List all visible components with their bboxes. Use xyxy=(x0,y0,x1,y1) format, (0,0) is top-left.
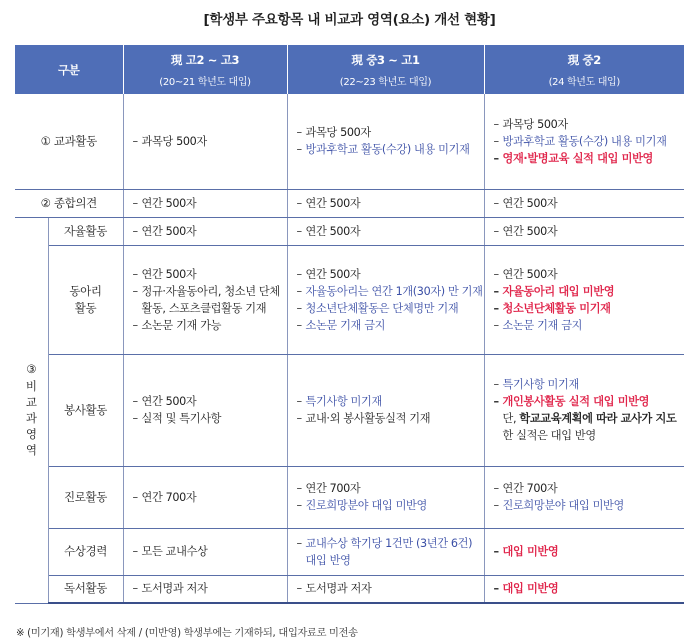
cell-list-item: – 연간 700자 xyxy=(494,480,685,497)
cell-list-item: – 방과후학교 활동(수강) 내용 미기재 xyxy=(494,133,685,150)
row-label-career: 진로활동 xyxy=(48,466,123,528)
cell-list-item: – 연간 500자 xyxy=(297,195,484,212)
cell-r2-c3 xyxy=(484,189,684,217)
cell-list-item: – 대입 미반영 xyxy=(494,580,685,597)
cell-r3-c2 xyxy=(287,217,484,245)
cell-r5-c3-list xyxy=(494,376,685,410)
cell-r1-c3 xyxy=(484,94,684,189)
cell-list-item: – 영재·발명교육 실적 대입 미반영 xyxy=(494,150,685,167)
row-label-awards: 수상경력 xyxy=(48,528,123,575)
table-row-volunteer xyxy=(15,354,684,466)
cell-list-item: – 특기사항 미기재 xyxy=(494,376,685,393)
header-col-2-title: 現 중3 ~ 고1 xyxy=(351,52,420,67)
comparison-table xyxy=(15,45,684,604)
cell-r8-c2 xyxy=(287,575,484,603)
cell-list-item: – 연간 500자 xyxy=(133,266,287,283)
cell-list-item: – 모든 교내수상 xyxy=(133,543,287,560)
cell-r5-c2 xyxy=(287,354,484,466)
cell-list-item: – 교내수상 학기당 1건만 (3년간 6건) 대입 반영 xyxy=(297,535,484,569)
cell-r2-c2 xyxy=(287,189,484,217)
header-col-3 xyxy=(484,45,684,94)
cell-r1-c1 xyxy=(123,94,287,189)
cell-r6-c1 xyxy=(123,466,287,528)
cell-list-item: – 연간 500자 xyxy=(133,393,287,410)
cell-list-item: – 연간 500자 xyxy=(297,223,484,240)
row-label-club-line2: 활동 xyxy=(74,300,97,315)
cell-list-item: – 과목당 500자 xyxy=(494,116,685,133)
cell-list-item: – 소논문 기재 금지 xyxy=(297,317,484,334)
cell-r4-c1 xyxy=(123,245,287,354)
table-row-overall-opinion xyxy=(15,189,684,217)
row-label-curricular: ① 교과활동 xyxy=(15,94,123,189)
footnote: ※ (미기재) 학생부에서 삭제 / (미반영) 학생부에는 기재하되, 대입자료로 미전송 xyxy=(16,628,358,639)
note-emphasis: 학교교육계획에 따라 교사가 지도 xyxy=(519,412,677,425)
table-row-club xyxy=(15,245,684,354)
cell-list-item: – 대입 미반영 xyxy=(494,543,685,560)
table-row-curricular xyxy=(15,94,684,189)
note-prefix: 단, xyxy=(502,412,520,425)
header-col-1 xyxy=(123,45,287,94)
cell-list-item: – 도서명과 저자 xyxy=(133,580,287,597)
cell-list-item: – 연간 500자 xyxy=(133,223,287,240)
cell-list-item: – 자율동아리는 연간 1개(30자) 만 기재 xyxy=(297,283,484,300)
table-row-awards xyxy=(15,528,684,575)
cell-list-item: – 연간 700자 xyxy=(297,480,484,497)
cell-list-item: – 과목당 500자 xyxy=(297,124,484,141)
table-row-reading xyxy=(15,575,684,603)
cell-r6-c3 xyxy=(484,466,684,528)
header-col-2 xyxy=(287,45,484,94)
cell-list-item: – 청소년단체활동 미기재 xyxy=(494,300,685,317)
cell-list-item: – 연간 500자 xyxy=(133,195,287,212)
cell-list-item: – 연간 700자 xyxy=(133,489,287,506)
cell-list-item: – 교내·외 봉사활동실적 기재 xyxy=(297,410,484,427)
header-category xyxy=(15,45,123,94)
cell-list-item: – 청소년단체활동은 단체명만 기재 xyxy=(297,300,484,317)
cell-r7-c1 xyxy=(123,528,287,575)
cell-r7-c2 xyxy=(287,528,484,575)
cell-r5-c1 xyxy=(123,354,287,466)
cell-r1-c2 xyxy=(287,94,484,189)
header-col-1-title: 現 고2 ~ 고3 xyxy=(170,52,240,67)
cell-r4-c3 xyxy=(484,245,684,354)
cell-list-item: – 방과후학교 활동(수강) 내용 미기재 xyxy=(297,141,484,158)
cell-list-item: – 진로희망분야 대입 미반영 xyxy=(494,497,685,514)
cell-list-item: – 자율동아리 대입 미반영 xyxy=(494,283,685,300)
cell-list-item: – 연간 500자 xyxy=(494,223,685,240)
cell-list-item: – 도서명과 저자 xyxy=(297,580,484,597)
cell-list-item: – 실적 및 특기사항 xyxy=(133,410,287,427)
table-row-autonomous xyxy=(15,217,684,245)
cell-r8-c3 xyxy=(484,575,684,603)
cell-list-item: – 소논문 기재 금지 xyxy=(494,317,685,334)
row-label-volunteer: 봉사활동 xyxy=(48,354,123,466)
row-label-reading: 독서활동 xyxy=(48,575,123,603)
cell-list-item: – 과목당 500자 xyxy=(133,133,287,150)
cell-list-item: – 진로희망분야 대입 미반영 xyxy=(297,497,484,514)
cell-list-item: – 소논문 기재 가능 xyxy=(133,317,287,334)
cell-list-item: – 개인봉사활동 실적 대입 미반영 xyxy=(494,393,685,410)
header-col-3-title: 現 중2 xyxy=(567,52,601,67)
row-label-autonomous: 자율활동 xyxy=(48,217,123,245)
row-label-overall-opinion: ② 종합의견 xyxy=(15,189,123,217)
note-suffix: 한 실적은 대입 반영 xyxy=(502,429,596,442)
cell-list-item: – 연간 500자 xyxy=(494,266,685,283)
cell-list-item: – 정규·자율동아리, 청소년 단체활동, 스포츠클럽활동 기재 xyxy=(133,283,287,317)
cell-list-item: – 특기사항 미기재 xyxy=(297,393,484,410)
row-label-club xyxy=(48,245,123,354)
cell-r8-c1 xyxy=(123,575,287,603)
cell-r2-c1 xyxy=(123,189,287,217)
header-category-label: 구분 xyxy=(57,62,80,77)
cell-r3-c3 xyxy=(484,217,684,245)
row-label-club-line1: 동아리 xyxy=(69,283,102,298)
page-title: [학생부 주요항목 내 비교과 영역(요소) 개선 현황] xyxy=(203,12,496,28)
cell-list-item: – 연간 500자 xyxy=(494,195,685,212)
cell-r6-c2 xyxy=(287,466,484,528)
cell-r7-c3 xyxy=(484,528,684,575)
table-row-career xyxy=(15,466,684,528)
table-header-row xyxy=(15,45,684,94)
cell-r4-c2 xyxy=(287,245,484,354)
cell-list-item: – 연간 500자 xyxy=(297,266,484,283)
cell-r3-c1 xyxy=(123,217,287,245)
row-group-extracurricular xyxy=(15,217,48,603)
header-col-3-subtitle: (24 학년도 대입) xyxy=(548,76,620,88)
group-number: ③ xyxy=(26,362,37,376)
header-col-1-subtitle: (20~21 학년도 대입) xyxy=(159,76,251,88)
cell-r5-c3-note xyxy=(494,410,685,444)
header-col-2-subtitle: (22~23 학년도 대입) xyxy=(339,76,432,88)
group-vertical-label: 비교과영역 xyxy=(25,379,37,457)
cell-r5-c3 xyxy=(484,354,684,466)
